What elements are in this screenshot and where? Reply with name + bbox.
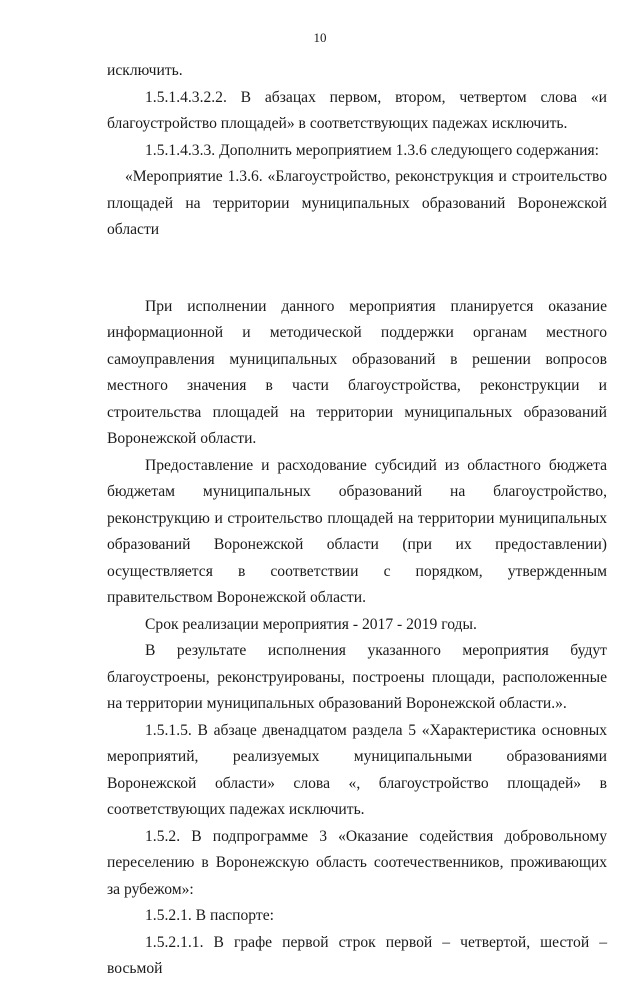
paragraph-gap — [107, 244, 607, 294]
paragraph-2: 1.5.1.4.3.2.2. В абзацах первом, втором, четвертом слова «и благоустройство площадей» в соответствующих падежах исключить. — [107, 88, 607, 132]
paragraph-12: 1.5.2.1.1. В графе первой строк первой – четвертой, шестой – восьмой — [107, 933, 607, 977]
paragraph-4: «Мероприятие 1.3.6. «Благоустройство, реконструкция и строительство площадей на территории муниципальных образований Воронежской области — [107, 168, 607, 238]
paragraph-8: В результате исполнения указанного мероприятия будут благоустроены, реконструированы, построены площади, расположенные на территории муниципальных образований Воронежской области.». — [107, 642, 607, 712]
paragraph-7: Срок реализации мероприятия - 2017 - 2019 годы. — [145, 615, 477, 633]
paragraph-6: Предоставление и расходование субсидий из областного бюджета бюджетам муниципальных образований на благоустройство, реконструкцию и строительство площадей на территории муниципальных образований Воронежской области (при их предоставлении) осуществляется в соответствии с порядком, утвержденным правительством Воронежской области. — [107, 456, 607, 606]
document-body — [107, 58, 607, 983]
paragraph-3: 1.5.1.4.3.3. Дополнить мероприятием 1.3.6 следующего содержания: — [145, 141, 599, 159]
paragraph-9: 1.5.1.5. В абзаце двенадцатом раздела 5 «Характеристика основных мероприятий, реализуемых муниципальными образованиями Воронежской области» слова «, благоустройство площадей» в соответствующих падежах исключить. — [107, 721, 607, 818]
page-number: 10 — [313, 30, 327, 45]
paragraph-10: 1.5.2. В подпрограмме 3 «Оказание содействия добровольному переселению в Воронежскую область соотечественников, проживающих за рубежом»: — [107, 827, 607, 898]
paragraph-1: исключить. — [107, 62, 183, 79]
paragraph-11: 1.5.2.1. В паспорте: — [145, 907, 274, 924]
paragraph-5: При исполнении данного мероприятия планируется оказание информационной и методической поддержки органам местного самоуправления муниципальных образований в решении вопросов местного значения в части благоустройства, реконструкции и строительства площадей на территории муниципальных образований Воронежской области. — [107, 297, 607, 447]
